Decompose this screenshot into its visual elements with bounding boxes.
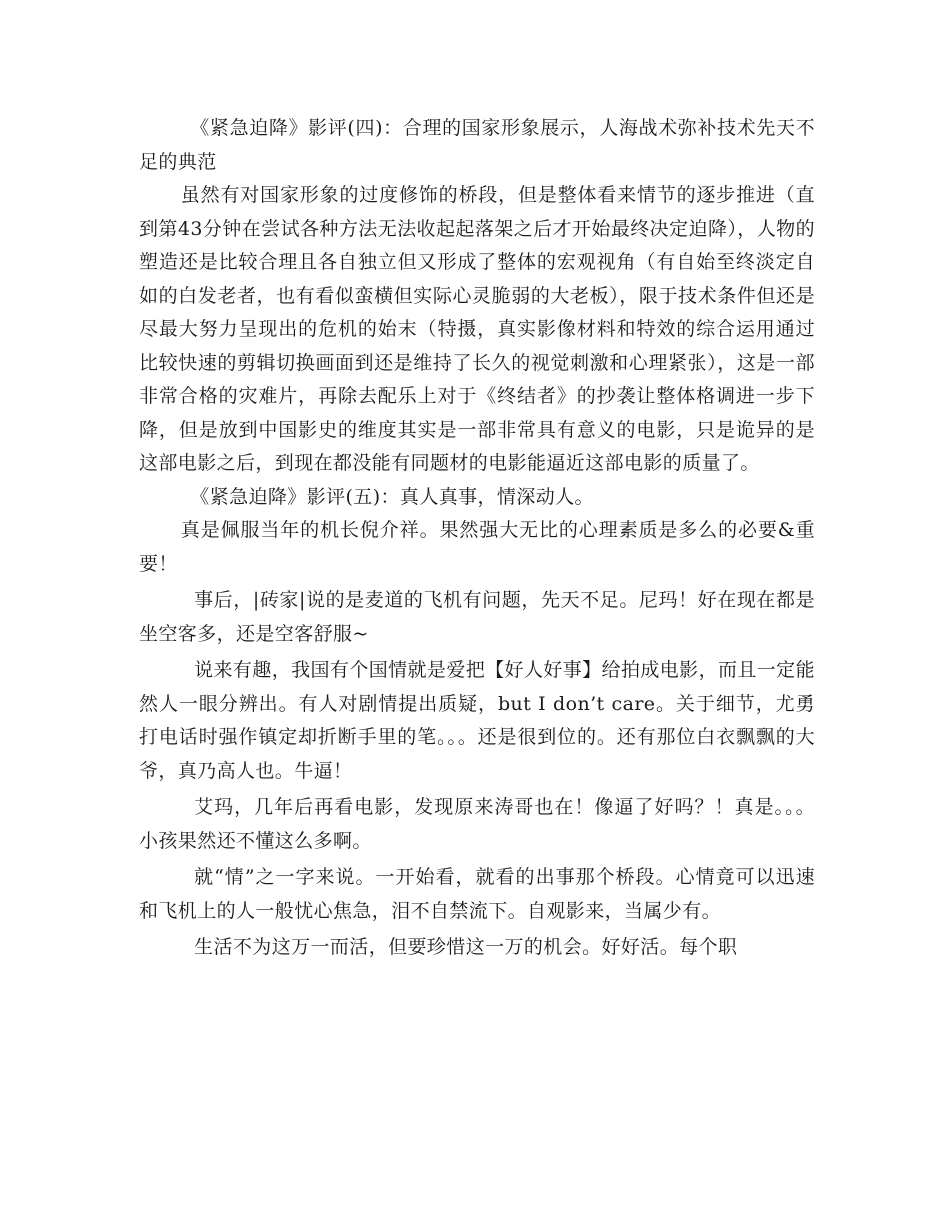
document-page [139,112,815,965]
review-5-paragraph-3: 说来有趣，我国有个国情就是爱把【好人好事】给拍成电影，而且一定能然人一眼分辨出。有人对剧情提出质疑，but I don’t care。关于细节，尤勇打电话时强作镇定却折断手里的笔。。。还是很到位的。还有那位白衣飘飘的大爷，真乃高人也。牛逼！ [139,659,815,782]
review-5-paragraph-5: 就“情”之一字来说。一开始看，就看的出事那个桥段。心情竟可以迅速和飞机上的人一般忧心焦急，泪不自禁流下。自观影来，当属少有。 [139,866,815,922]
review-5-paragraph-6: 生活不为这万一而活，但要珍惜这一万的机会。好好活。每个职 [194,936,738,958]
review-4-title: 《紧急迫降》影评(四)：合理的国家形象展示，人海战术弥补技术先天不足的典范 [139,117,815,173]
review-4-body: 虽然有对国家形象的过度修饰的桥段，但是整体看来情节的逐步推进（直到第43分钟在尝试各种方法无法收起起落架之后才开始最终决定迫降），人物的塑造还是比较合理且各自独立但又形成了整体的宏观视角（有自始至终淡定自如的白发老者，也有看似蛮横但实际心灵脆弱的大老板），限于技术条件但还是尽最大努力呈现出的危机的始末（特摄，真实影像材料和特效的综合运用通过比较快速的剪辑切换画面到还是维持了长久的视觉刺激和心理紧张），这是一部非常合格的灾难片，再除去配乐上对于《终结者》的抄袭让整体格调进一步下降，但是放到中国影史的维度其实是一部非常具有意义的电影，只是诡异的是这部电影之后，到现在都没能有同题材的电影能逼近这部电影的质量了。 [139,184,815,474]
review-5-paragraph-2: 事后，|砖家|说的是麦道的飞机有问题，先天不足。尼玛！好在现在都是坐空客多，还是空客舒服~ [139,589,815,645]
review-5-paragraph-4: 艾玛，几年后再看电影，发现原来涛哥也在！像逼了好吗？！真是。。。小孩果然还不懂这么多啊。 [139,796,815,852]
review-5-paragraph-1: 真是佩服当年的机长倪介祥。果然强大无比的心理素质是多么的必要&重要！ [139,519,815,575]
review-5-title: 《紧急迫降》影评(五)：真人真事，情深动人。 [190,485,594,508]
